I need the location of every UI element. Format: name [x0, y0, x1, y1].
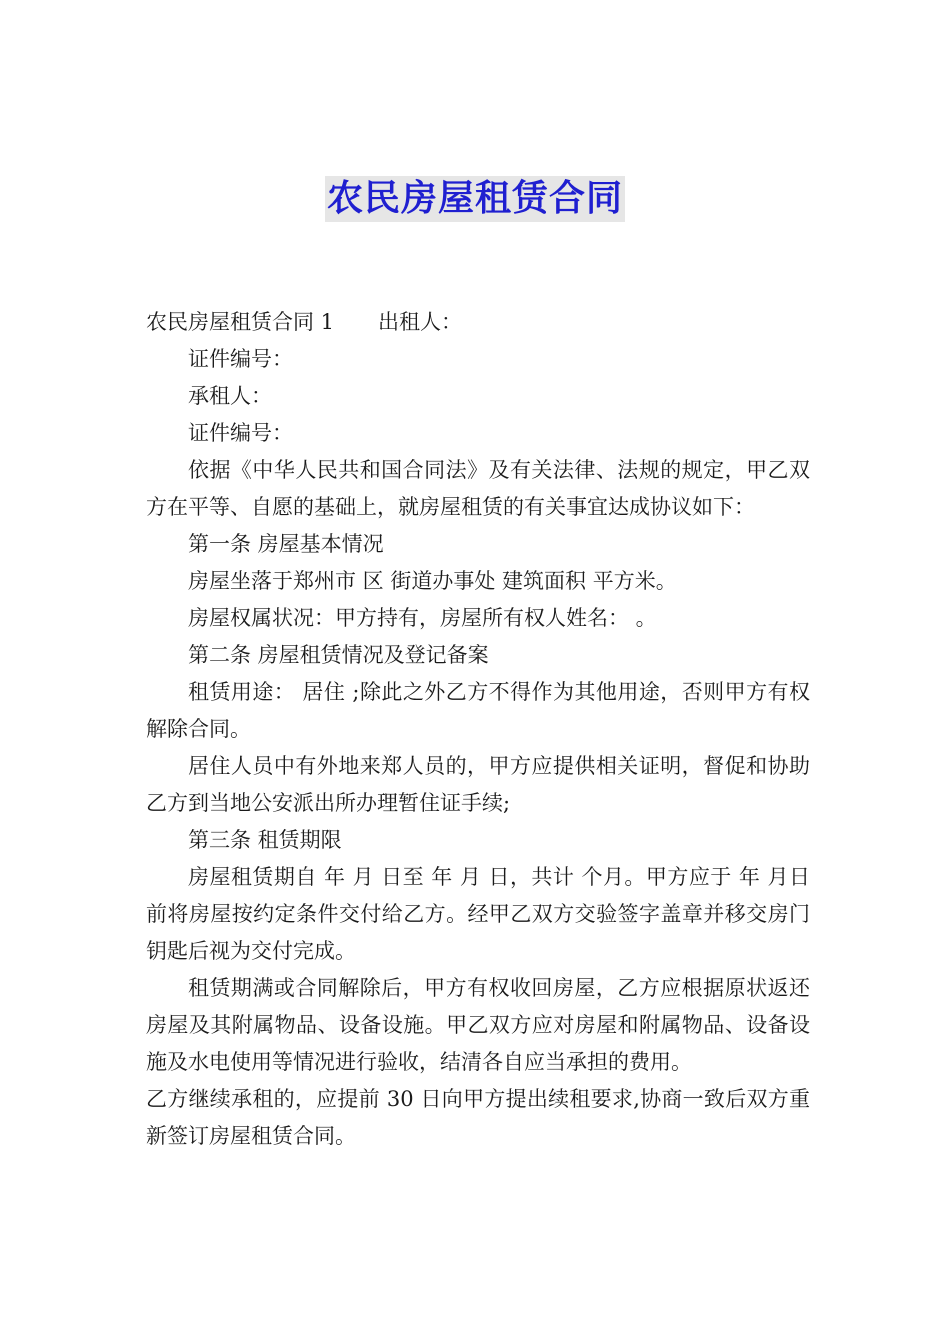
document-body [146, 304, 810, 1155]
usage-paragraph: 租赁用途： 居住 ;除此之外乙方不得作为其他用途，否则甲方有权解除合同。 [146, 680, 810, 741]
lessor-label: 出租人： [378, 310, 463, 334]
preamble-paragraph: 依据《中华人民共和国合同法》及有关法律、法规的规定，甲乙双方在平等、自愿的基础上，就房屋租赁的有关事宜达成协议如下： [146, 458, 810, 519]
lease-term-paragraph: 房屋租赁期自 年 月 日至 年 月 日，共计 个月。甲方应于 年 月日前将房屋按约定条件交付给乙方。经甲乙双方交验签字盖章并移交房门钥匙后视为交付完成。 [146, 865, 810, 963]
title-area [0, 176, 950, 222]
ownership-paragraph: 房屋权属状况：甲方持有，房屋所有权人姓名： 。 [188, 606, 657, 630]
house-location-paragraph: 房屋坐落于郑州市 区 街道办事处 建筑面积 平方米。 [188, 569, 677, 593]
lessee-id-label: 证件编号： [188, 421, 293, 445]
contract-heading: 农民房屋租赁合同 1 [146, 310, 335, 334]
document-title: 农民房屋租赁合同 [325, 176, 625, 222]
lessee-label: 承租人： [188, 384, 272, 408]
residents-paragraph: 居住人员中有外地来郑人员的，甲方应提供相关证明，督促和协助乙方到当地公安派出所办理暂住证手续; [146, 754, 810, 815]
article-3-heading: 第三条 租赁期限 [188, 828, 342, 852]
expiry-paragraph: 租赁期满或合同解除后，甲方有权收回房屋，乙方应根据原状返还房屋及其附属物品、设备设施。甲乙双方应对房屋和附属物品、设备设施及水电使用等情况进行验收，结清各自应当承担的费用。 [146, 976, 810, 1074]
article-1-heading: 第一条 房屋基本情况 [188, 532, 384, 556]
first-line [146, 304, 810, 341]
article-2-heading: 第二条 房屋租赁情况及登记备案 [188, 643, 489, 667]
renewal-paragraph: 乙方继续承租的，应提前 30 日向甲方提出续租要求,协商一致后双方重新签订房屋租赁合同。 [146, 1087, 810, 1148]
lessor-id-label: 证件编号： [188, 347, 293, 371]
